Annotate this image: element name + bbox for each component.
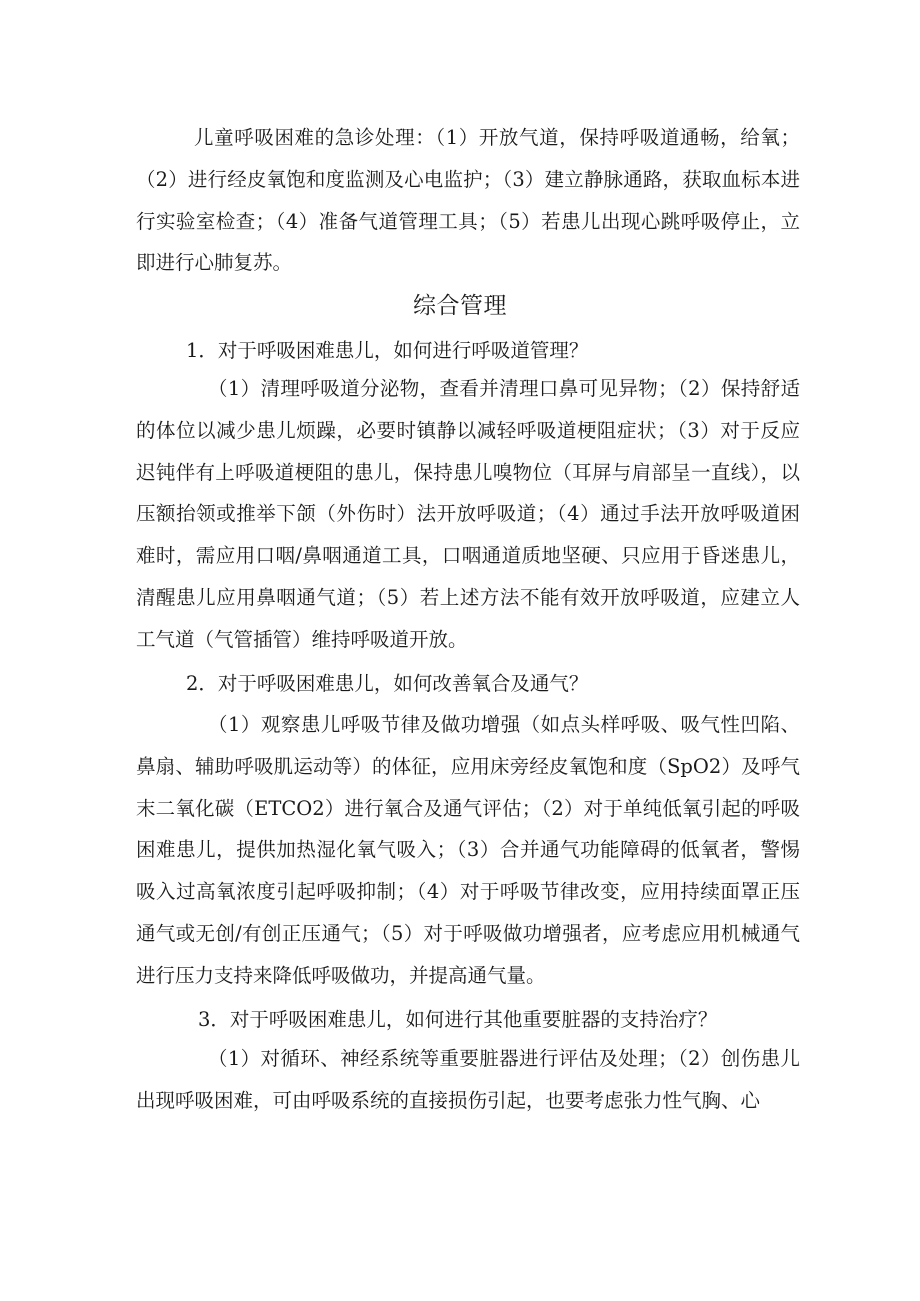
- question-2: 2．对于呼吸困难患儿，如何改善氧合及通气？: [186, 672, 589, 695]
- intro-paragraph: 儿童呼吸困难的急诊处理：（1）开放气道，保持呼吸道通畅，给氧；（2）进行经皮氧饱和度监测及心电监护；（3）建立静脉通路，获取血标本进行实验室检查；（4）准备气道管理工具；（5）若患儿出现心跳呼吸停止，立即进行心肺复苏。: [136, 126, 800, 275]
- question-3: 3．对于呼吸困难患儿，如何进行其他重要脏器的支持治疗？: [198, 1008, 718, 1031]
- question-1: 1．对于呼吸困难患儿，如何进行呼吸道管理？: [186, 339, 589, 362]
- answer-1: （1）清理呼吸道分泌物，查看并清理口鼻可见异物；（2）保持舒适的体位以减少患儿烦躁，必要时镇静以减轻呼吸道梗阻症状；（3）对于反应迟钝伴有上呼吸道梗阻的患儿，保持患儿嗅物位（耳屏与肩部呈一直线），以压额抬领或推举下颌（外伤时）法开放呼吸道；（4）通过手法开放呼吸道困难时，需应用口咽/鼻咽通道工具，口咽通道质地坚硬、只应用于昏迷患儿，清醒患儿应用鼻咽通气道；（5）若上述方法不能有效开放呼吸道，应建立人工气道（气管插管）维持呼吸道开放。: [136, 377, 800, 651]
- answer-2: （1）观察患儿呼吸节律及做功增强（如点头样呼吸、吸气性凹陷、鼻扇、辅助呼吸肌运动等）的体征，应用床旁经皮氧饱和度（SpO2）及呼气末二氧化碳（ETCO2）进行氧合及通气评估；（2）对于单纯低氧引起的呼吸困难患儿，提供加热湿化氧气吸入；（3）合并通气功能障碍的低氧者，警惕吸入过高氧浓度引起呼吸抑制；（4）对于呼吸节律改变，应用持续面罩正压通气或无创/有创正压通气；（5）对于呼吸做功增强者，应考虑应用机械通气进行压力支持来降低呼吸做功，并提高通气量。: [136, 713, 800, 987]
- answer-3: （1）对循环、神经系统等重要脏器进行评估及处理；（2）创伤患儿出现呼吸困难，可由呼吸系统的直接损伤引起，也要考虑张力性气胸、心: [136, 1047, 800, 1112]
- section-title: 综合管理: [413, 293, 507, 319]
